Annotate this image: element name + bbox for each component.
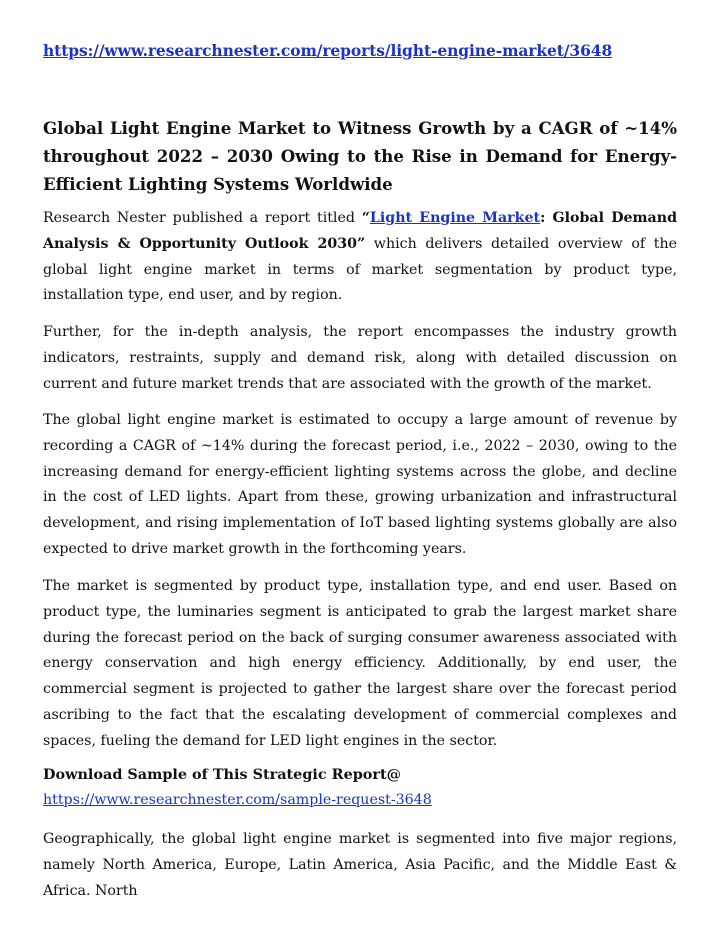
report-url-link[interactable]: https://www.researchnester.com/reports/light-engine-market/3648 — [43, 41, 613, 60]
intro-open-quote: “ — [361, 210, 370, 226]
intro-prefix: Research Nester published a report titled — [43, 210, 362, 226]
segmentation-paragraph: The market is segmented by product type, installation type, and end user. Based on product type, the luminaries segment is anticipated to grab the largest market share during the forecast period on the back of surging consumer awareness associated with energy conservation and high energy efficiency. Additionally, by end user, the commercial segment is projected to gather the largest share over the forecast period ascribing to the fact that the escalating development of commercial complexes and spaces, fueling the demand for LED light engines in the sector. — [43, 578, 677, 749]
download-sample-heading: Download Sample of This Strategic Report@ — [43, 766, 402, 783]
light-engine-market-link[interactable]: Light Engine Market — [369, 210, 541, 226]
revenue-paragraph: The global light engine market is estimated to occupy a large amount of revenue by recording a CAGR of ~14% during the forecast period, i.e., 2022 – 2030, owing to the increasing demand for energy-efficient lighting systems across the globe, and decline in the cost of LED lights. Apart from these, growing urbanization and infrastructural development, and rising implementation of IoT based lighting systems globally are also expected to drive market growth in the forthcoming years. — [43, 412, 677, 557]
geography-paragraph: Geographically, the global light engine market is segmented into five major regions, namely North America, Europe, Latin America, Asia Pacific, and the Middle East & Africa. North — [43, 831, 677, 899]
intro-suffix: which delivers detailed overview of the global light engine market in terms of market segmentation by product type, installation type, end user, and by region. — [43, 235, 677, 304]
sample-request-link[interactable]: https://www.researchnester.com/sample-request-3648 — [43, 792, 432, 808]
analysis-paragraph: Further, for the in-depth analysis, the report encompasses the industry growth indicators, restraints, supply and demand risk, along with detailed discussion on current and future market trends that are associated with the growth of the market. — [43, 324, 677, 392]
article-title: Global Light Engine Market to Witness Growth by a CAGR of ~14% throughout 2022 – 2030 Owing to the Rise in Demand for Energy-Efficient Lighting Systems Worldwide — [43, 118, 677, 194]
report-title-bold: : Global Demand Analysis & Opportunity Outlook 2030” — [43, 210, 677, 252]
intro-paragraph — [43, 206, 677, 309]
